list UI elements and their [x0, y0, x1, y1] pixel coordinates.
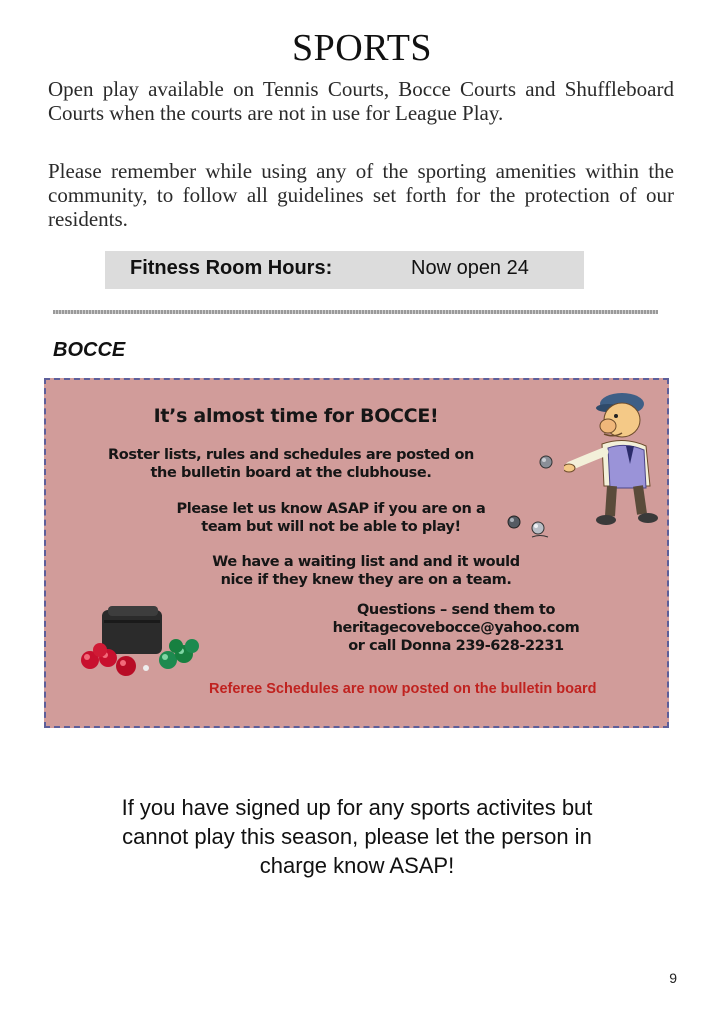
bocce-player-mascot-image	[564, 386, 664, 531]
guidelines-paragraph: Please remember while using any of the sporting amenities within the community, to follow all guidelines set forth for the protection of our residents.	[48, 159, 674, 231]
footer-message: If you have signed up for any sports activites but cannot play this season, please let the person in charge know ASAP!	[121, 795, 593, 878]
flyer-contact-email: heritagecovebocce@yahoo.com	[332, 620, 580, 636]
flyer-team-text: Please let us know ASAP if you are on a team but will not be able to play!	[176, 501, 486, 535]
page-title: SPORTS	[291, 27, 433, 69]
section-divider	[53, 310, 658, 314]
fitness-hours-value: Now open 24	[411, 257, 529, 279]
flyer-contact-phone: or call Donna 239-628-2231	[348, 638, 564, 654]
bocce-ball-icon	[536, 452, 556, 472]
flyer-headline: It’s almost time for BOCCE!	[153, 405, 439, 427]
flyer-contact-line: Questions – send them to	[356, 602, 556, 618]
bocce-heading: BOCCE	[53, 339, 126, 361]
bocce-balls-icon	[504, 510, 554, 540]
flyer-contact	[326, 601, 586, 655]
bocce-flyer	[44, 378, 669, 728]
fitness-hours-label: Fitness Room Hours:	[130, 257, 333, 279]
bocce-set-image	[78, 606, 208, 681]
page-number: 9	[669, 970, 677, 986]
flyer-waiting-list-text: We have a waiting list and and it would nice if they knew they are on a team.	[212, 554, 520, 588]
referee-notice: Referee Schedules are now posted on the bulletin board	[209, 681, 597, 697]
flyer-roster-text: Roster lists, rules and schedules are posted on the bulletin board at the clubhouse.	[108, 447, 474, 481]
fitness-hours-bar	[105, 251, 584, 289]
open-play-paragraph: Open play available on Tennis Courts, Bocce Courts and Shuffleboard Courts when the courts are not in use for League Play.	[48, 77, 674, 125]
